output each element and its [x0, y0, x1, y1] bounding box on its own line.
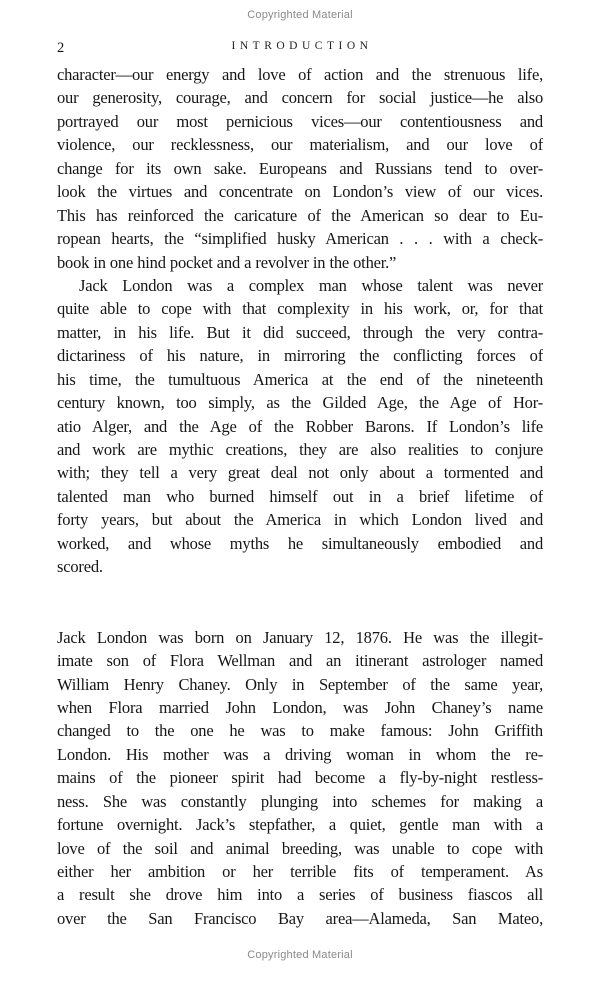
section-break — [57, 579, 543, 626]
text-line: fortune overnight. Jack’s stepfather, a quiet, gentle man with a — [57, 815, 543, 835]
text-line: his time, the tumultuous America at the end of the nineteenth — [57, 369, 543, 389]
paragraph — [57, 63, 543, 274]
text-line: a result she drove him into a series of business fiascos all — [57, 885, 543, 905]
text-line: imate son of Flora Wellman and an itinerant astrologer named — [57, 651, 543, 671]
text-line: Jack London was a complex man whose talent was never — [79, 275, 543, 295]
running-header-title: INTRODUCTION — [231, 40, 373, 52]
text-line: London. His mother was a driving woman in whom the re- — [57, 744, 543, 764]
paragraph — [57, 274, 543, 579]
paragraph — [57, 626, 543, 931]
text-line: William Henry Chaney. Only in September of the same year, — [57, 674, 543, 694]
copyright-notice-top: Copyrighted Material — [247, 9, 353, 21]
text-line: change for its own sake. Europeans and Russians tend to over- — [57, 158, 543, 178]
text-line: over the San Francisco Bay area—Alameda, San Mateo, — [57, 908, 543, 928]
text-line: century known, too simply, as the Gilded Age, the Age of Hor- — [57, 393, 543, 413]
text-line: with; they tell a very great deal not only about a tormented and — [57, 463, 543, 483]
text-line: ness. She was constantly plunging into schemes for making a — [57, 791, 543, 811]
text-line: book in one hind pocket and a revolver in the other.” — [57, 252, 397, 272]
text-line: violence, our recklessness, our materialism, and our love of — [57, 135, 543, 155]
text-line: atio Alger, and the Age of the Robber Barons. If London’s life — [57, 416, 543, 436]
text-line: matter, in his life. But it did succeed, through the very contra- — [57, 322, 543, 342]
text-line: dictariness of his nature, in mirroring the conflicting forces of — [57, 346, 543, 366]
text-line: portrayed our most pernicious vices—our contentiousness and — [57, 111, 543, 131]
text-line: look the virtues and concentrate on London’s view of our vices. — [57, 182, 543, 202]
page-body — [57, 63, 543, 930]
text-line: our generosity, courage, and concern for social justice—he also — [57, 88, 543, 108]
text-line: Jack London was born on January 12, 1876. He was the illegit- — [57, 627, 543, 647]
text-line: character—our energy and love of action and the strenuous life, — [57, 65, 543, 84]
running-header — [57, 40, 543, 56]
text-line: quite able to cope with that complexity in his work, or, for that — [57, 299, 543, 319]
text-line: when Flora married John London, was John Chaney’s name — [57, 697, 543, 717]
text-line: and work are mythic creations, they are also realities to conjure — [57, 440, 543, 459]
copyright-notice-bottom: Copyrighted Material — [247, 949, 353, 961]
text-line: This has reinforced the caricature of the American so dear to Eu- — [57, 205, 543, 225]
text-line: talented man who burned himself out in a brief lifetime of — [57, 486, 543, 506]
text-line: either her ambition or her terrible fits of temperament. As — [57, 862, 543, 881]
page-number: 2 — [57, 40, 65, 56]
text-line: changed to the one he was to make famous: John Griffith — [57, 721, 543, 741]
text-line: scored. — [57, 557, 103, 577]
text-line: forty years, but about the America in which London lived and — [57, 510, 543, 530]
text-line: mains of the pioneer spirit had become a fly-by-night restless- — [57, 768, 543, 788]
text-line: worked, and whose myths he simultaneously embodied and — [57, 533, 543, 553]
text-line: love of the soil and animal breeding, was unable to cope with — [57, 838, 543, 858]
text-line: ropean hearts, the “simplified husky American . . . with a check- — [57, 229, 543, 249]
